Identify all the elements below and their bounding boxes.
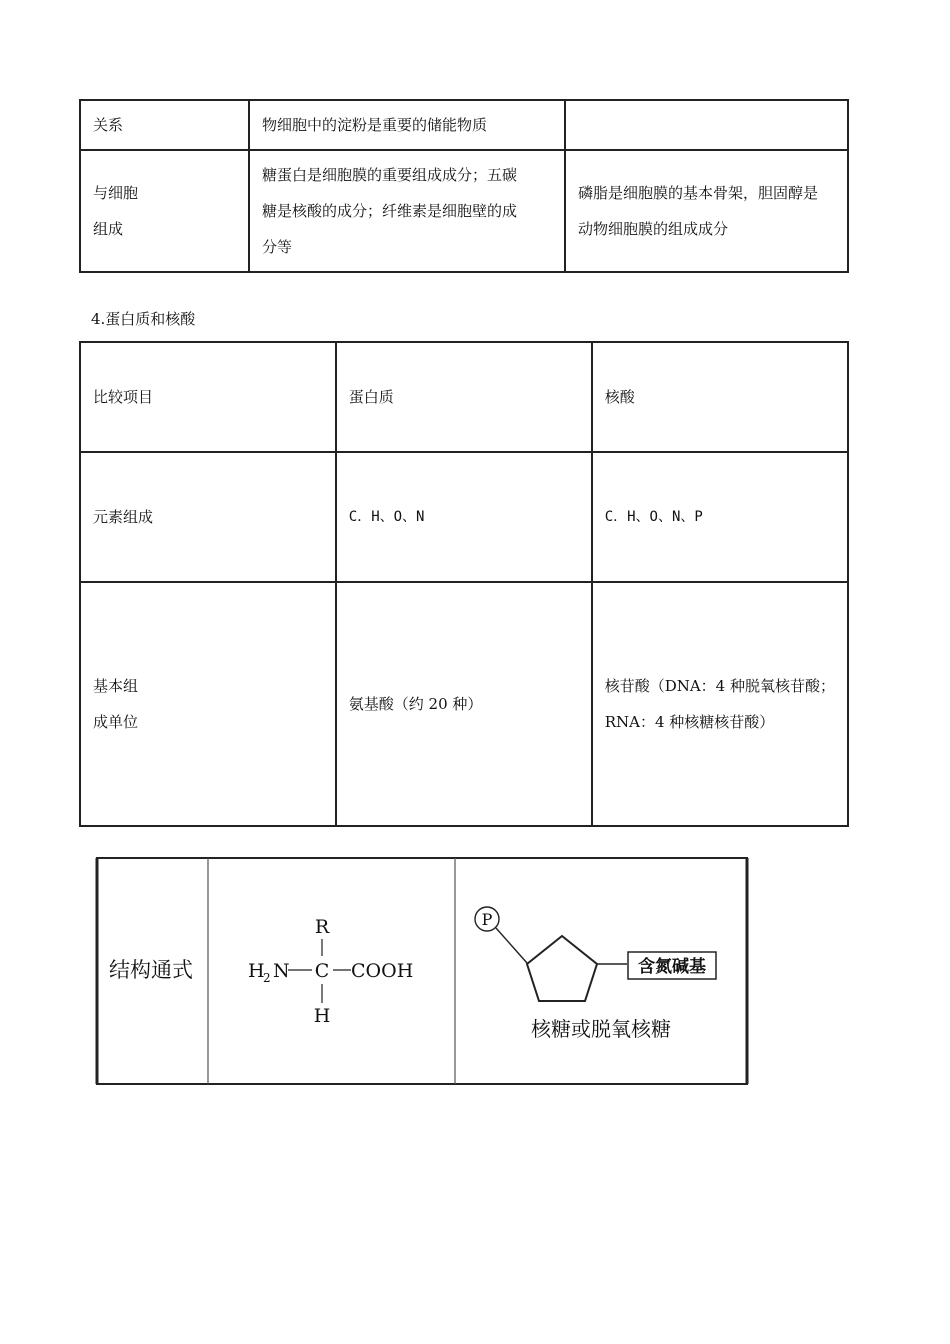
column-header: 蛋白质 <box>336 342 592 452</box>
lipid-cell: 磷脂是细胞膜的基本骨架，胆固醇是 动物细胞膜的组成成分 <box>565 150 848 272</box>
amino-n: N <box>273 960 290 982</box>
bottom-h: H <box>313 1005 331 1027</box>
protein-nucleic-table <box>79 341 849 827</box>
sugar-cell: 物细胞中的淀粉是重要的储能物质 <box>249 100 565 150</box>
amino-acid-formula <box>248 916 413 1027</box>
table-header-row <box>80 342 848 452</box>
protein-unit: 氨基酸（约 20 种） <box>336 582 592 826</box>
nucleic-unit: 核苷酸（DNA：4 种脱氧核苷酸； RNA：4 种核糖核苷酸） <box>592 582 848 826</box>
amino-h: H <box>248 960 265 982</box>
column-header: 比较项目 <box>80 342 336 452</box>
lipid-cell <box>565 100 848 150</box>
sugar-caption: 核糖或脱氧核糖 <box>531 1017 671 1041</box>
protein-elements: C．H、O、N <box>336 452 592 582</box>
alpha-carbon: C <box>314 960 330 982</box>
sugar-lipid-table <box>79 99 849 273</box>
amino-h-subscript: 2 <box>263 971 271 985</box>
row-label: 基本组 成单位 <box>80 582 336 826</box>
nucleic-elements: C．H、O、N、P <box>592 452 848 582</box>
structure-figure <box>95 856 749 1086</box>
phosphate-label: P <box>481 910 493 929</box>
nitrogen-base-label: 含氮碱基 <box>638 957 706 977</box>
carboxyl-group: COOH <box>351 960 414 982</box>
table-row <box>80 100 848 150</box>
row-label: 关系 <box>80 100 249 150</box>
structure-label: 结构通式 <box>109 958 193 982</box>
pentose-ring <box>527 936 597 1001</box>
sugar-cell: 糖蛋白是细胞膜的重要组成成分；五碳 糖是核酸的成分；纤维素是细胞壁的成 分等 <box>249 150 565 272</box>
column-header: 核酸 <box>592 342 848 452</box>
row-label: 与细胞 组成 <box>80 150 249 272</box>
r-group: R <box>314 916 330 938</box>
nucleotide-diagram <box>475 907 716 1041</box>
section-heading: 4.蛋白质和核酸 <box>91 310 196 328</box>
structure-formula-panel <box>95 856 749 1086</box>
table-row <box>80 452 848 582</box>
table-row <box>80 582 848 826</box>
row-label: 元素组成 <box>80 452 336 582</box>
table-row <box>80 150 848 272</box>
